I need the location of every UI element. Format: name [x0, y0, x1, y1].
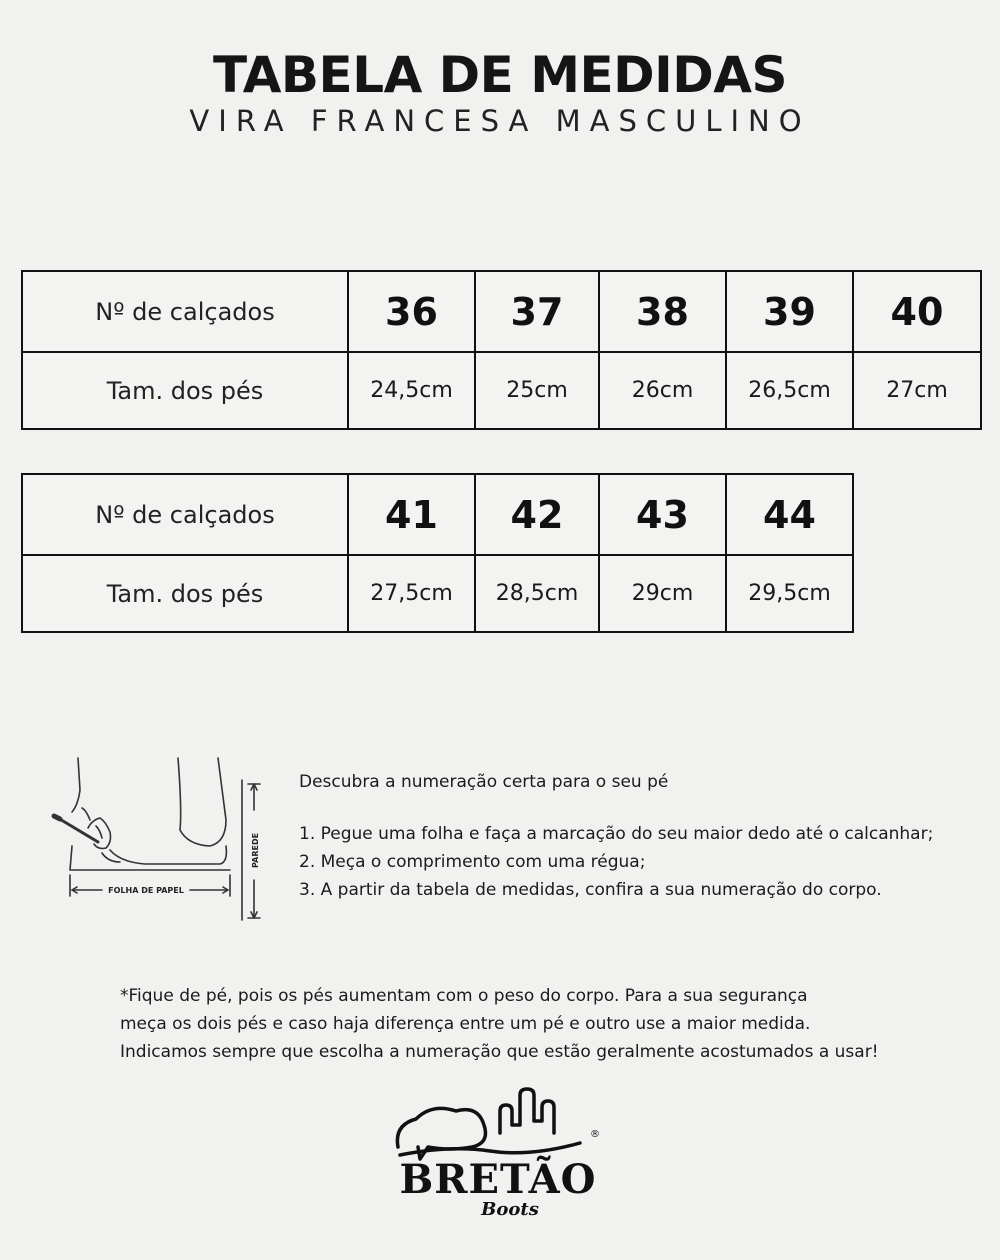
length-row-label: Tam. dos pés: [22, 555, 348, 632]
length-cell: 27cm: [853, 352, 981, 429]
size-cell: 36: [348, 271, 475, 352]
footnote: [120, 982, 960, 1066]
length-row: [22, 555, 853, 632]
length-cell: 27,5cm: [348, 555, 475, 632]
footnote-line: *Fique de pé, pois os pés aumentam com o peso do corpo. Para a sua segurança: [120, 986, 808, 1006]
size-row-label: Nº de calçados: [22, 271, 348, 352]
size-cell: 39: [726, 271, 853, 352]
size-cell: 41: [348, 474, 475, 555]
bretao-boots-logo: [380, 1085, 620, 1220]
size-table-1: [21, 270, 982, 430]
size-cell: 44: [726, 474, 853, 555]
instruction-step: 2. Meça o comprimento com uma régua;: [299, 852, 646, 872]
instructions: [299, 768, 989, 904]
size-table-2: [21, 473, 854, 633]
length-cell: 25cm: [475, 352, 599, 429]
foot-measure-illustration: [50, 750, 280, 930]
size-cell: 37: [475, 271, 599, 352]
length-cell: 24,5cm: [348, 352, 475, 429]
length-cell: 26,5cm: [726, 352, 853, 429]
footnote-line: Indicamos sempre que escolha a numeração que estão geralmente acostumados a usar!: [120, 1042, 879, 1062]
page-title: TABELA DE MEDIDAS: [213, 46, 787, 104]
instruction-step: 1. Pegue uma folha e faça a marcação do seu maior dedo até o calcanhar;: [299, 824, 934, 844]
size-row: [22, 271, 981, 352]
length-cell: 29,5cm: [726, 555, 853, 632]
length-cell: 26cm: [599, 352, 726, 429]
size-cell: 43: [599, 474, 726, 555]
size-row: [22, 474, 853, 555]
registered-mark: ®: [590, 1129, 600, 1140]
wall-label: PAREDE: [251, 832, 260, 868]
size-row-label: Nº de calçados: [22, 474, 348, 555]
size-cell: 38: [599, 271, 726, 352]
brand-tagline: Boots: [481, 1199, 539, 1220]
footnote-line: meça os dois pés e caso haja diferença entre um pé e outro use a maior medida.: [120, 1014, 811, 1034]
instructions-intro: Descubra a numeração certa para o seu pé: [299, 772, 669, 792]
brand-name: BRETÃO: [399, 1156, 597, 1203]
page-subtitle: VIRA FRANCESA MASCULINO: [189, 104, 811, 138]
length-row-label: Tam. dos pés: [22, 352, 348, 429]
instruction-step: 3. A partir da tabela de medidas, confira a sua numeração do corpo.: [299, 880, 882, 900]
size-cell: 42: [475, 474, 599, 555]
length-row: [22, 352, 981, 429]
length-cell: 28,5cm: [475, 555, 599, 632]
size-cell: 40: [853, 271, 981, 352]
length-cell: 29cm: [599, 555, 726, 632]
paper-label: FOLHA DE PAPEL: [108, 886, 184, 895]
